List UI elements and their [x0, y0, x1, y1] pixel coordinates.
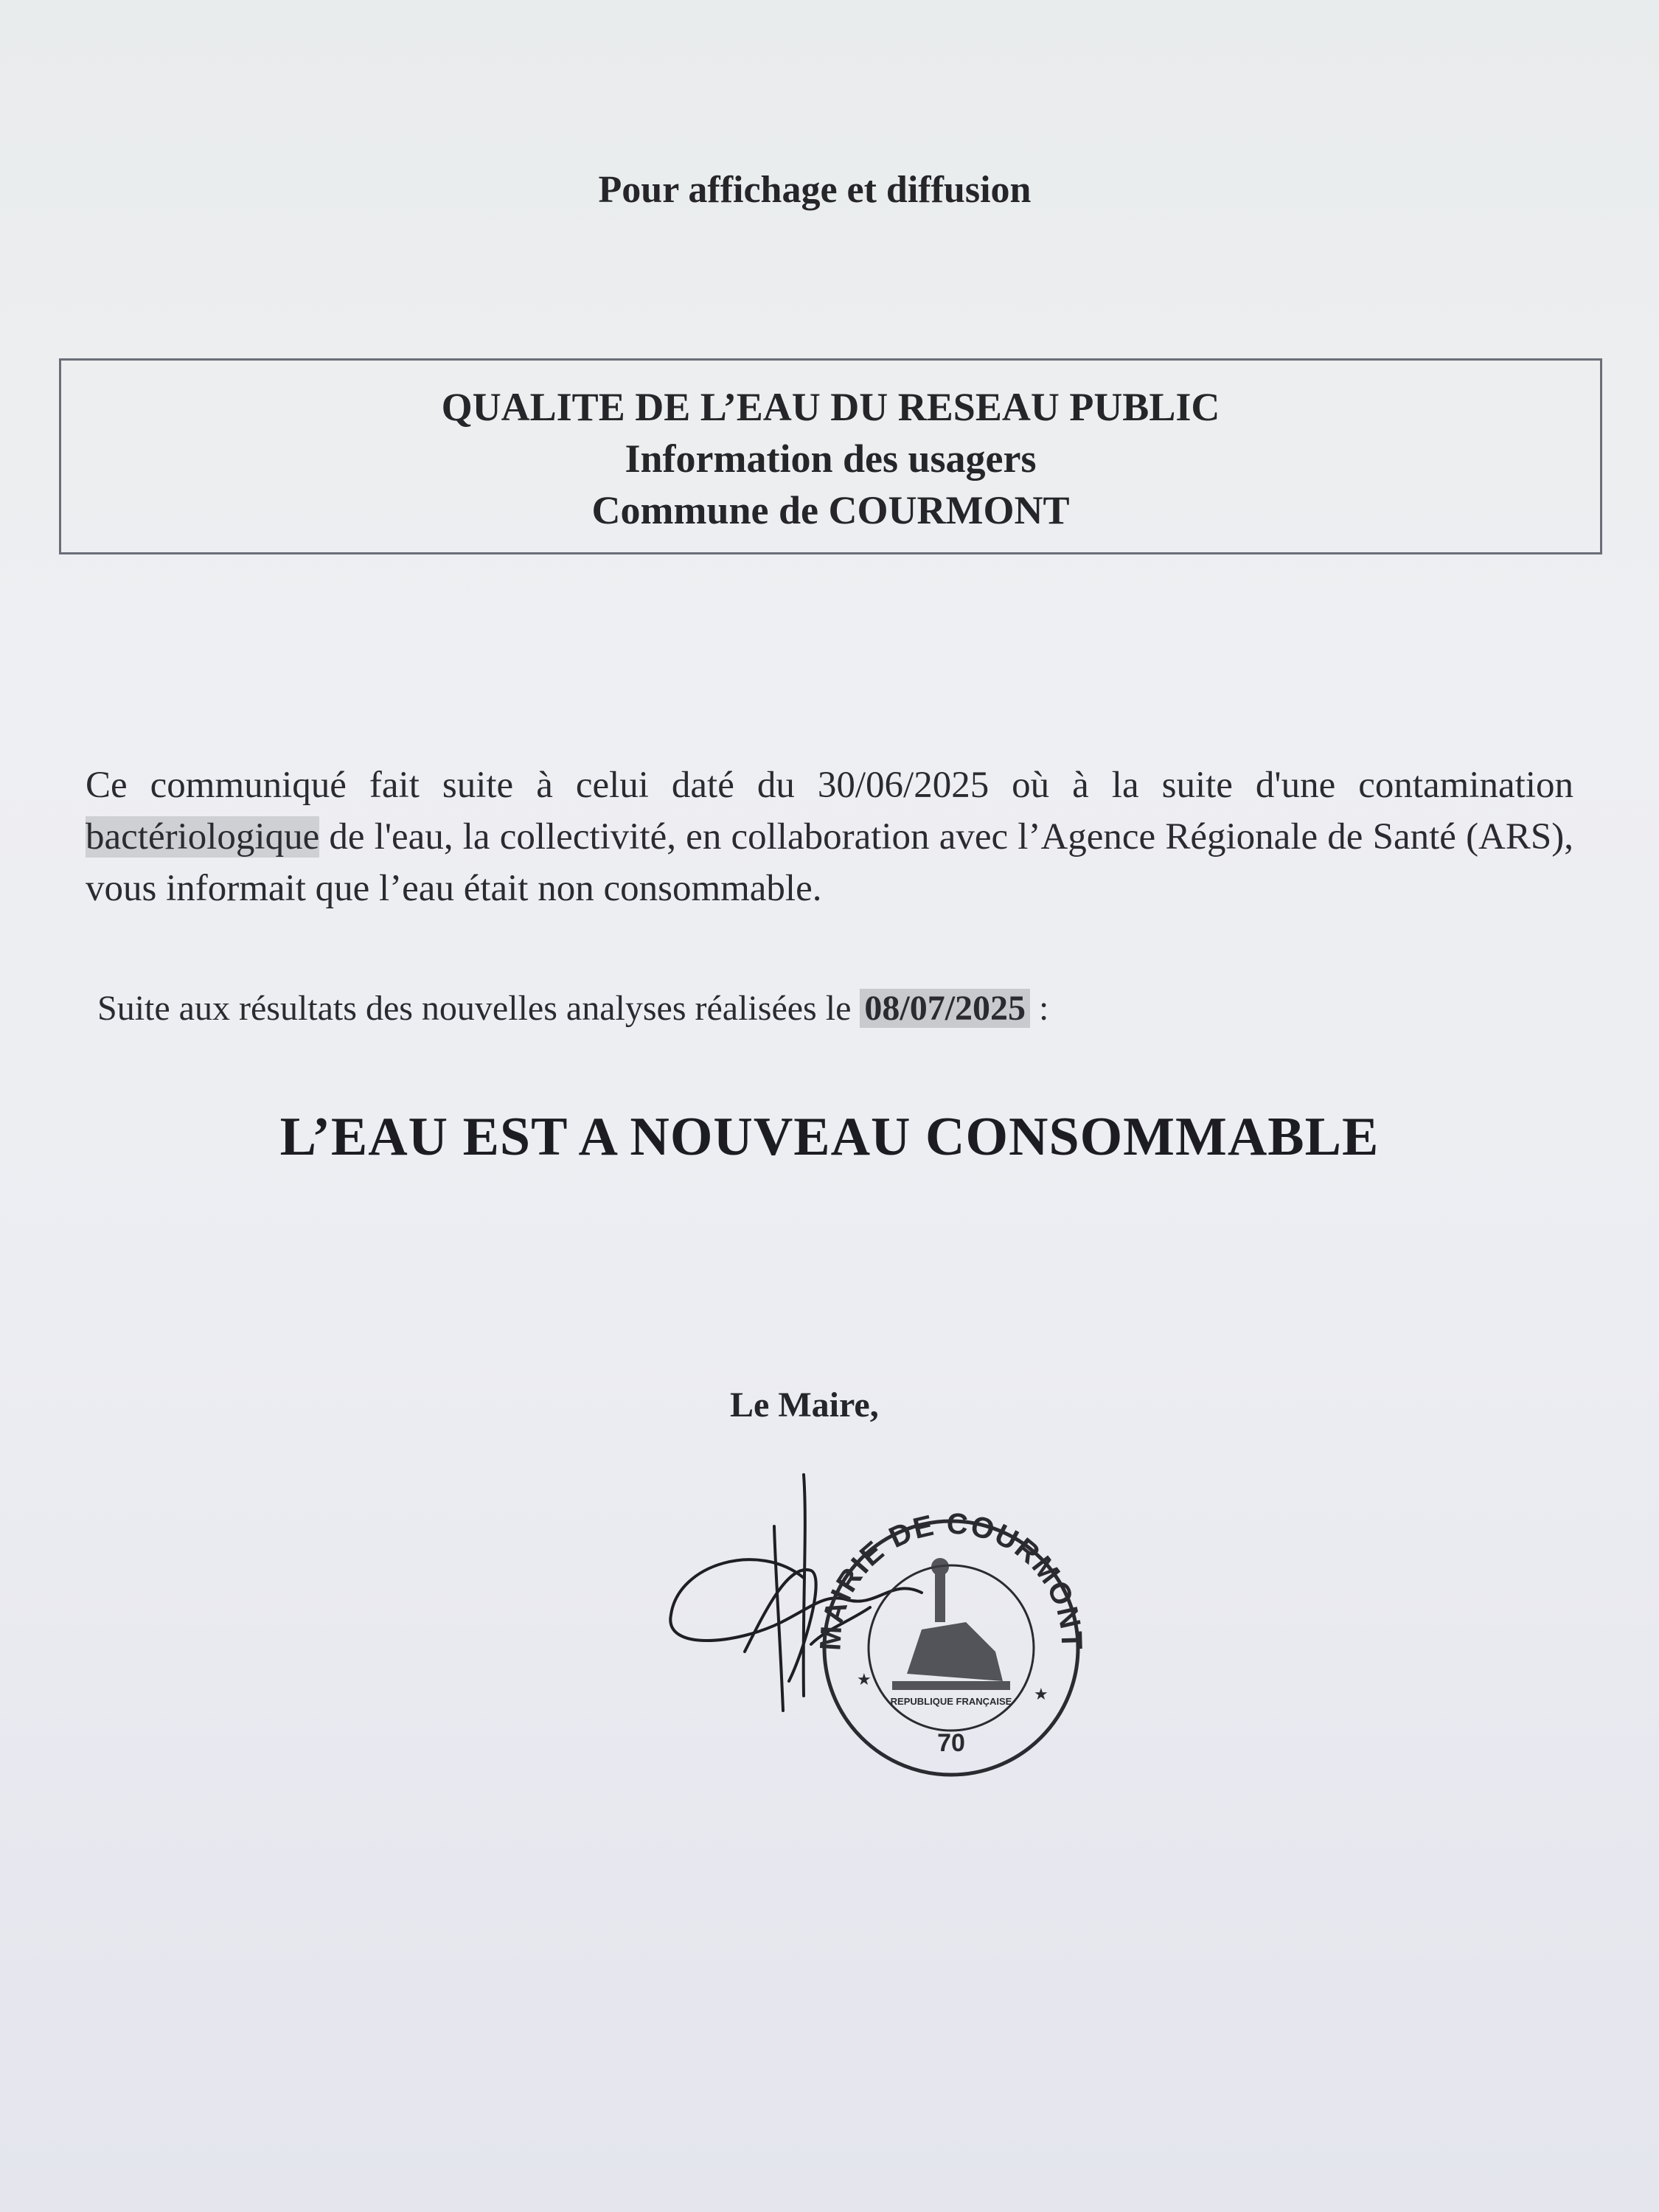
results-prefix: Suite aux résultats des nouvelles analyses réalisées le [97, 989, 860, 1028]
marianne-emblem [892, 1558, 1010, 1690]
handwritten-signature [670, 1475, 922, 1711]
title-commune: Commune de COURMONT [591, 488, 1070, 532]
signature-label: Le Maire, [730, 1385, 879, 1425]
intro-text-part1: Ce communiqué fait suite à celui daté du 30/06/2025 où à la suite d'une contamination [86, 765, 1573, 806]
display-notice: Pour affichage et diffusion [598, 169, 1032, 211]
results-date: 08/07/2025 [860, 989, 1030, 1028]
signature-and-seal [656, 1460, 1128, 1784]
title-main: QUALITE DE L’EAU DU RESEAU PUBLIC [441, 385, 1220, 429]
seal-star-left-icon: ★ [857, 1671, 872, 1689]
seal-inner-text: REPUBLIQUE FRANÇAISE [890, 1696, 1012, 1707]
intro-paragraph [86, 759, 1573, 914]
seal-number: 70 [937, 1729, 965, 1757]
title-subtitle: Information des usagers [625, 437, 1037, 481]
intro-highlighted-word: bactériologique [86, 816, 320, 858]
intro-text-part2: de l'eau, la collectivité, en collaboration avec l’Agence Régionale de Santé (ARS), vous informait que l’eau était non consommable. [86, 816, 1573, 909]
seal-graphic [656, 1460, 1128, 1784]
seal-star-right-icon: ★ [1034, 1686, 1048, 1704]
results-suffix: : [1030, 989, 1049, 1028]
announcement-heading: L’EAU EST A NOUVEAU CONSOMMABLE [279, 1107, 1380, 1167]
mairie-seal [814, 1507, 1088, 1775]
results-line [97, 988, 1048, 1029]
seal-arc-text: MAIRIE DE COURMONT [814, 1507, 1088, 1652]
title-box [59, 358, 1602, 554]
